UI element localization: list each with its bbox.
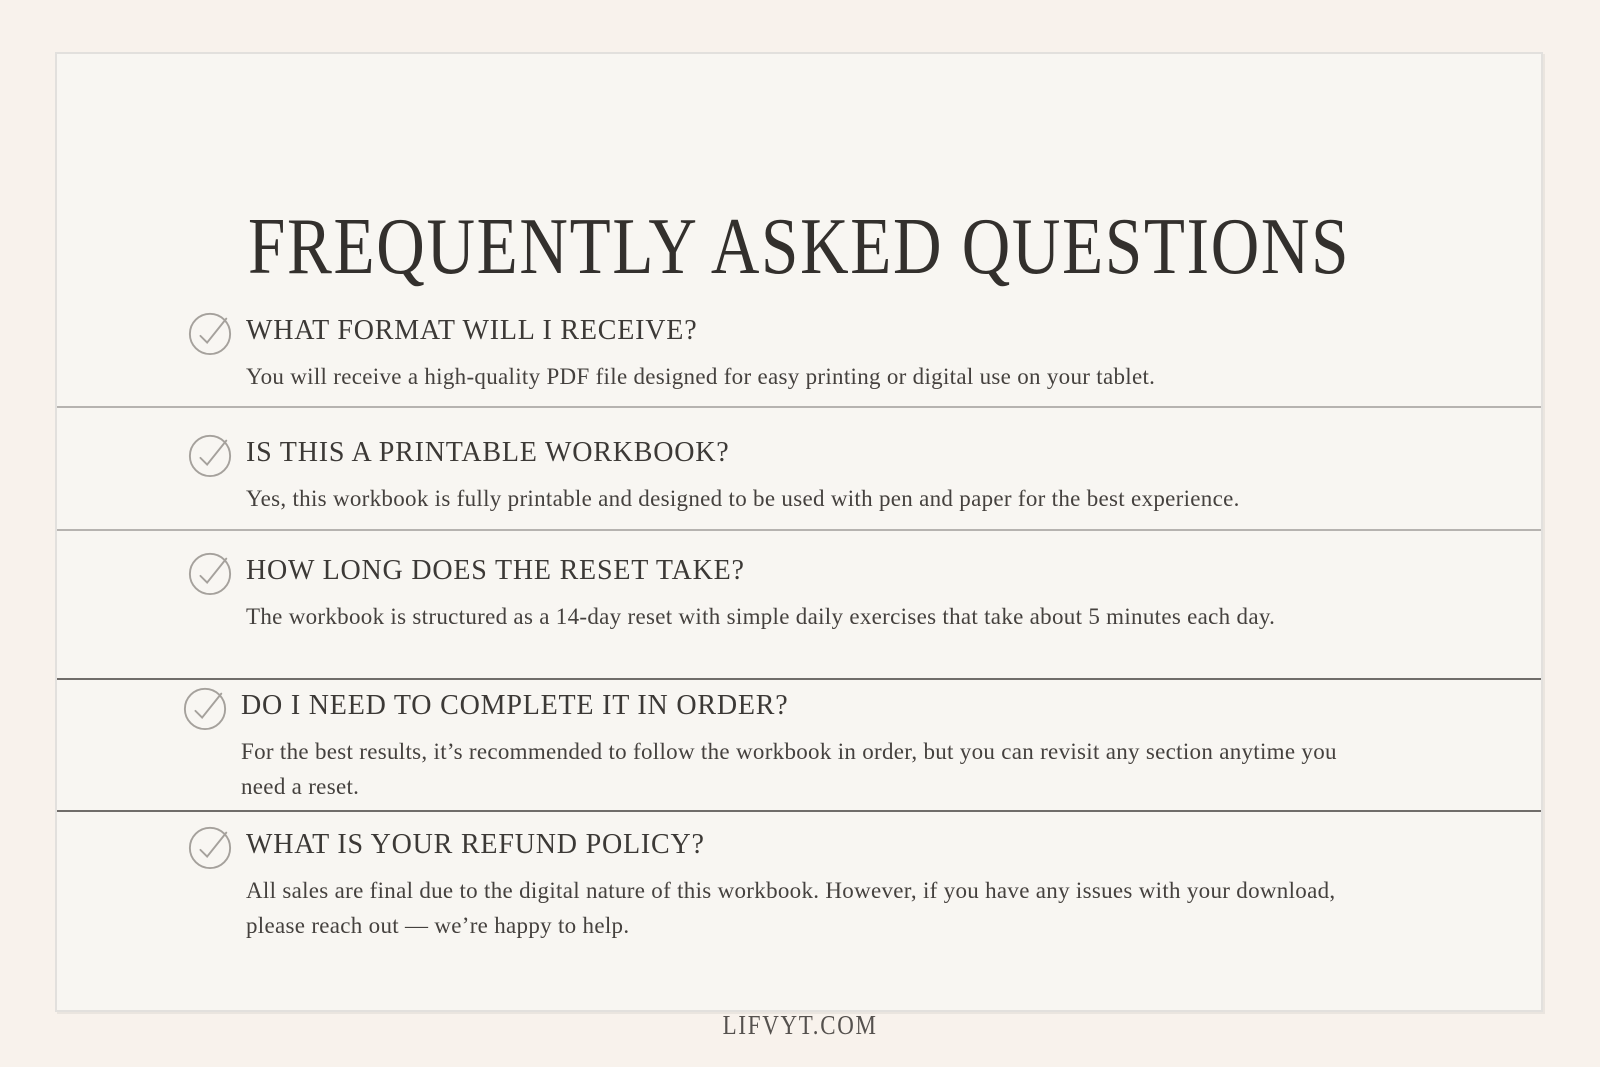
check-circle-icon — [187, 550, 233, 596]
faq-question: WHAT FORMAT WILL I RECEIVE? — [246, 315, 698, 346]
divider — [57, 810, 1541, 812]
check-circle-icon — [187, 310, 233, 356]
faq-question: DO I NEED TO COMPLETE IT IN ORDER? — [241, 690, 789, 721]
page-title: FREQUENTLY ASKED QUESTIONS — [247, 203, 1351, 291]
faq-item — [187, 316, 1451, 394]
faq-body — [246, 556, 1451, 634]
faq-item — [182, 691, 1451, 804]
faq-answer: The workbook is structured as a 14-day reset with simple daily exercises that take about 5 minutes each day. — [246, 603, 1276, 629]
title-wrap — [57, 202, 1541, 293]
faq-question: HOW LONG DOES THE RESET TAKE? — [246, 555, 745, 586]
check-circle-icon — [187, 432, 233, 478]
faq-item — [187, 438, 1451, 516]
faq-item — [187, 830, 1451, 943]
site-url: LIFVYT.COM — [722, 1010, 878, 1040]
faq-answer: Yes, this workbook is fully printable and designed to be used with pen and paper for the best experience. — [246, 485, 1240, 511]
faq-body — [246, 830, 1451, 943]
faq-card — [55, 52, 1543, 1012]
faq-item — [187, 556, 1451, 634]
faq-body — [246, 438, 1451, 516]
check-circle-icon — [182, 685, 228, 731]
faq-body — [246, 316, 1451, 394]
faq-answer: All sales are final due to the digital nature of this workbook. However, if you have any issues with your download, please reach out — we’re happy to help. — [246, 877, 1336, 938]
faq-question: WHAT IS YOUR REFUND POLICY? — [246, 829, 705, 860]
divider — [57, 529, 1541, 531]
divider — [57, 678, 1541, 680]
footer — [0, 1010, 1600, 1041]
faq-body — [241, 691, 1451, 804]
faq-question: IS THIS A PRINTABLE WORKBOOK? — [246, 437, 730, 468]
check-circle-icon — [187, 824, 233, 870]
faq-answer: For the best results, it’s recommended to follow the workbook in order, but you can revisit any section anytime you need a reset. — [241, 738, 1337, 799]
divider — [57, 406, 1541, 408]
faq-answer: You will receive a high-quality PDF file designed for easy printing or digital use on your tablet. — [246, 363, 1156, 389]
